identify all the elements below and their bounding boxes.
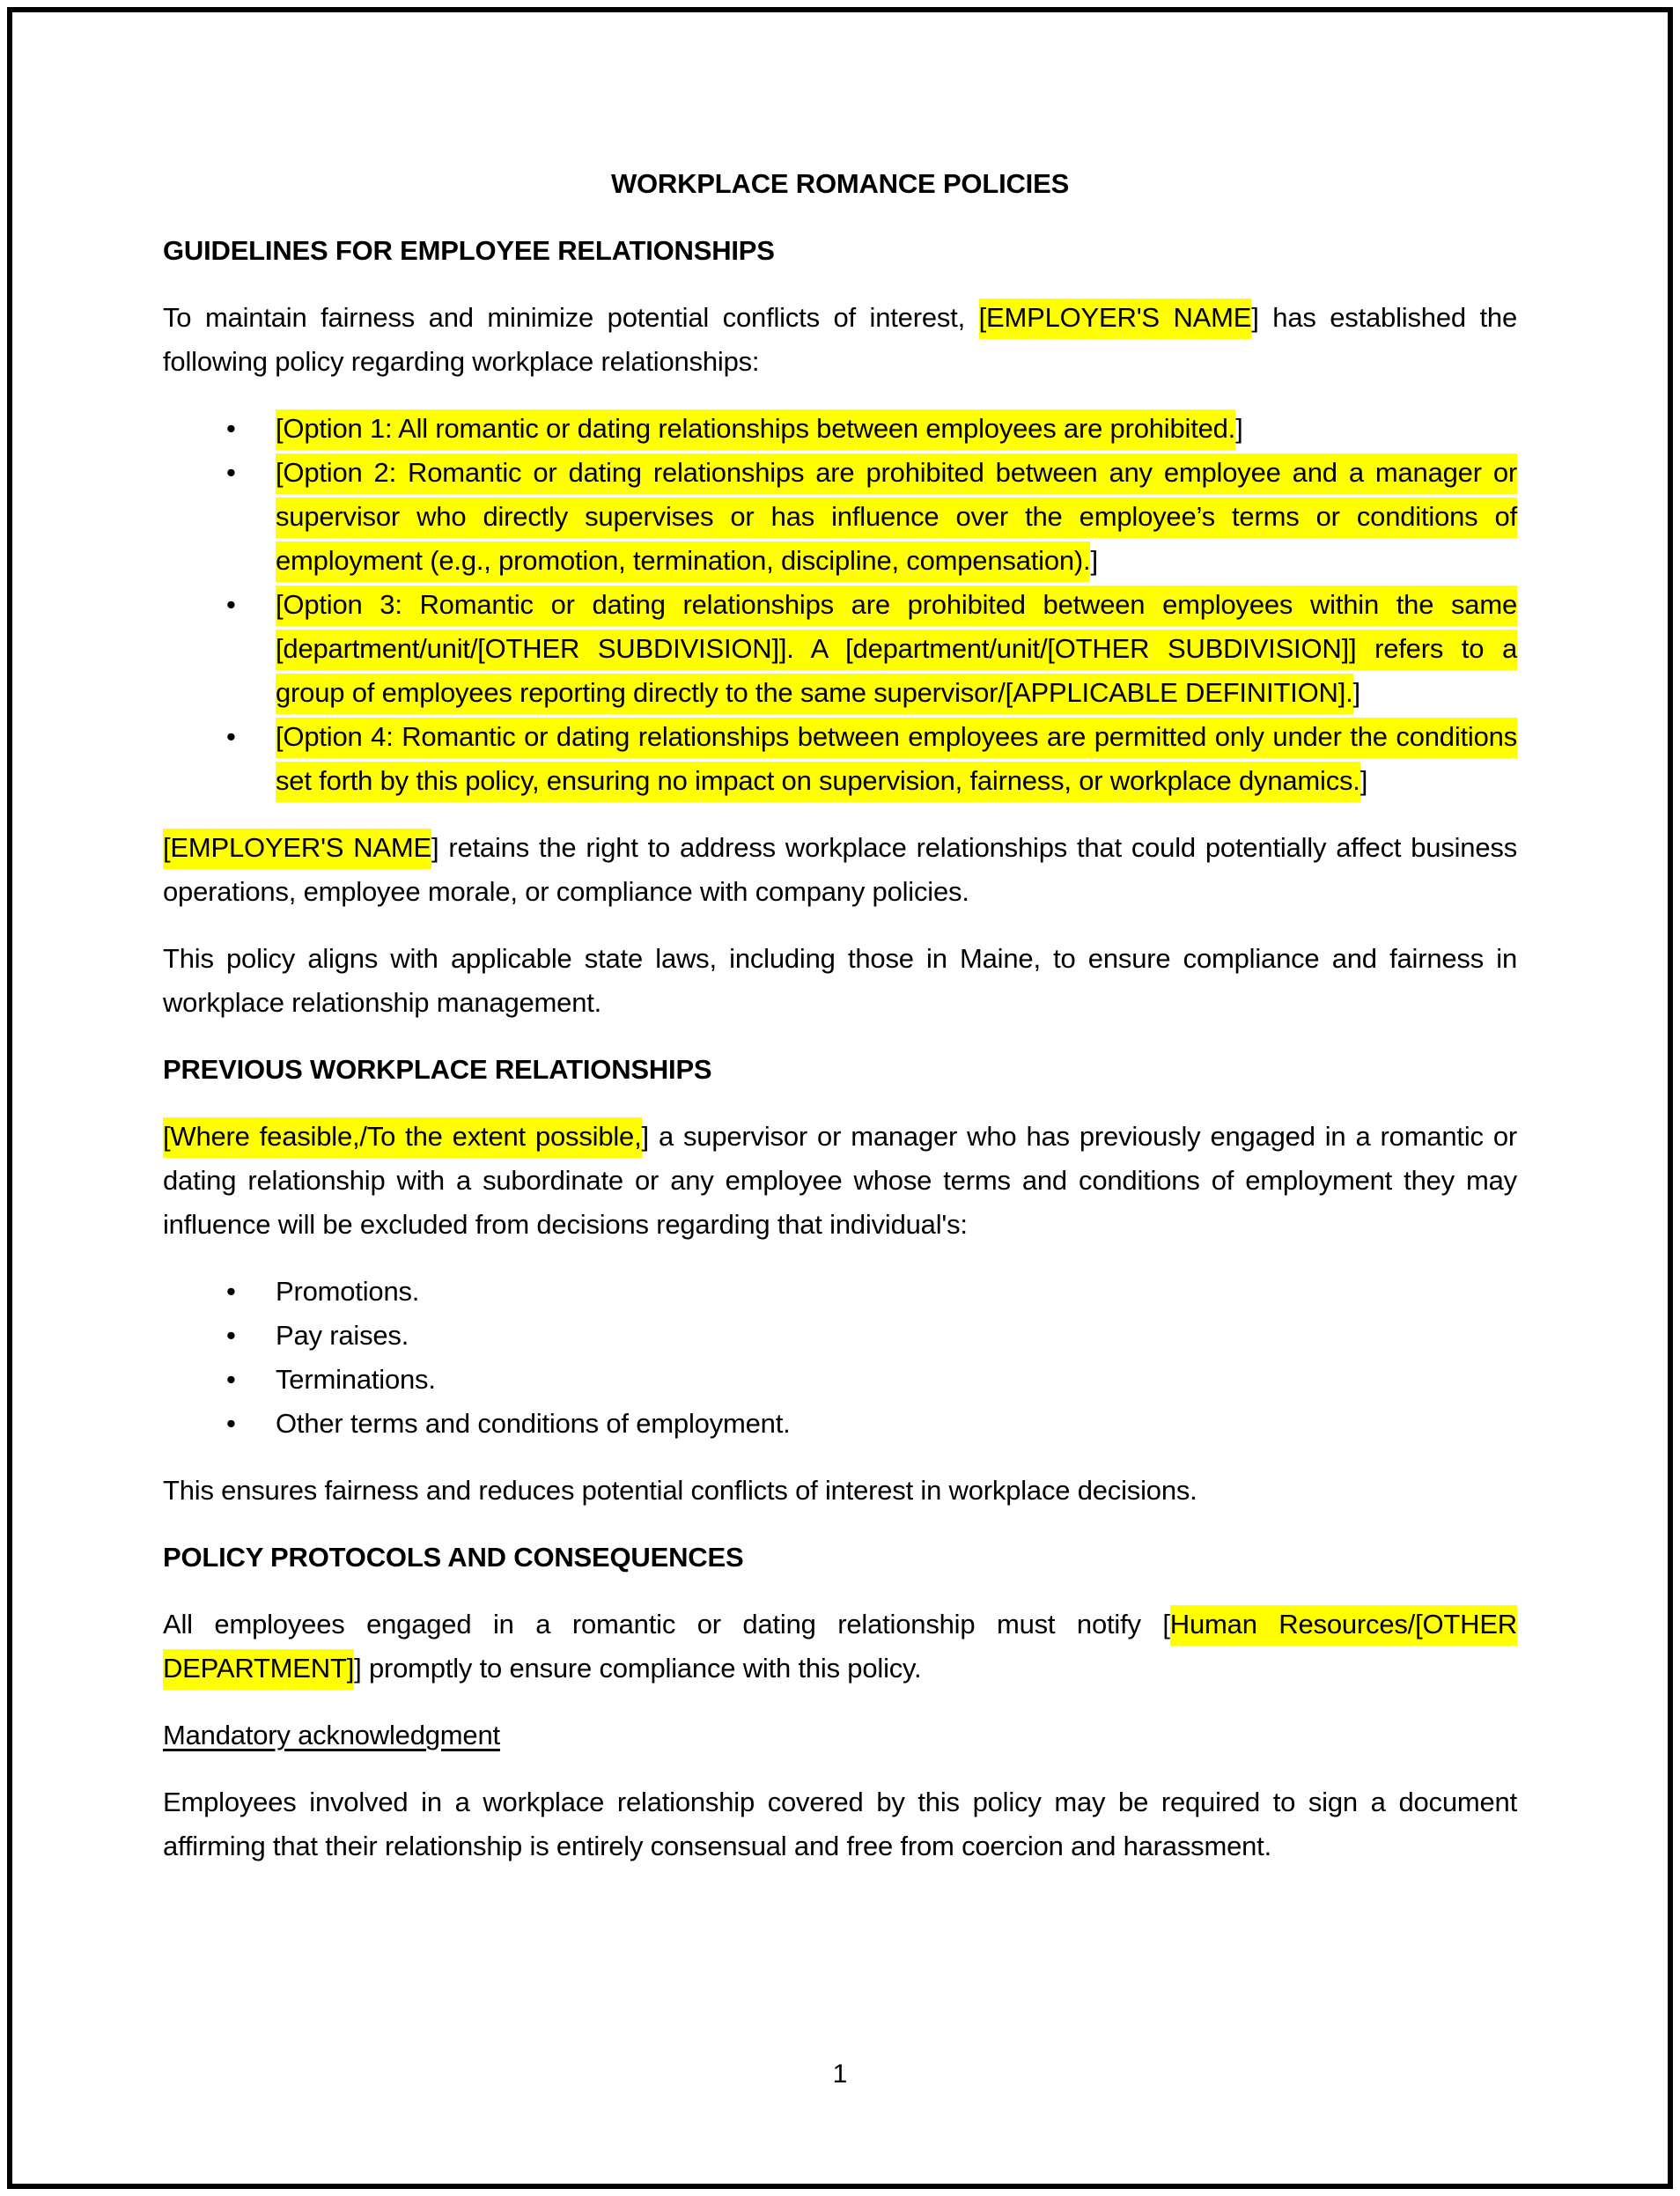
list-item-terminations: • Terminations.	[163, 1358, 1517, 1402]
highlighted-text-run: Human Resources/[OTHER DEPARTMENT]	[163, 1605, 1517, 1690]
options-list	[163, 407, 1517, 803]
paragraph-employer-retains	[163, 826, 1517, 914]
text-run: ]	[1235, 413, 1243, 444]
section-heading-previous-relationships: PREVIOUS WORKPLACE RELATIONSHIPS	[163, 1054, 712, 1085]
paragraph-where-feasible	[163, 1115, 1517, 1247]
text-run: ] promptly to ensure compliance with this policy.	[354, 1653, 922, 1684]
document-body	[163, 162, 1517, 1891]
section-heading-protocols: POLICY PROTOCOLS AND CONSEQUENCES	[163, 1542, 744, 1573]
text-run: ]	[1359, 765, 1368, 796]
highlighted-text-run: [EMPLOYER'S NAME	[163, 829, 431, 869]
text-run: ] has established the following policy regarding workplace relationships:	[163, 302, 1517, 377]
highlighted-text-run: [Option 2: Romantic or dating relationships are prohibited between any employee and a manager or supervisor who directly supervises or has influence over the employee’s terms or conditions of employment (e.g., promotion, termination, discipline, compensation).	[276, 453, 1517, 582]
exclusion-list	[163, 1270, 1517, 1446]
highlighted-text-run: [EMPLOYER'S NAME	[979, 298, 1252, 339]
text-run: To maintain fairness and minimize potential conflicts of interest,	[163, 302, 979, 333]
paragraph-state-laws: This policy aligns with applicable state laws, including those in Maine, to ensure compliance and fairness in workplace relationship management.	[163, 943, 1517, 1018]
subheading-mandatory-acknowledgment	[163, 1713, 1517, 1758]
paragraph-notify	[163, 1603, 1517, 1691]
highlighted-text-run: [Option 4: Romantic or dating relationships between employees are permitted only under the conditions set forth by this policy, ensuring no impact on supervision, fairness, or workplace dynamics.	[276, 718, 1517, 802]
list-item-option-4	[163, 715, 1517, 803]
section-heading-guidelines: GUIDELINES FOR EMPLOYEE RELATIONSHIPS	[163, 235, 775, 266]
text-run: ]	[1090, 545, 1098, 576]
list-item-pay-raises: • Pay raises.	[163, 1314, 1517, 1358]
list-item-other-terms: • Other terms and conditions of employment.	[163, 1402, 1517, 1446]
highlighted-text-run: [Option 3: Romantic or dating relationships are prohibited between employees within the same [department/unit/[OTHER SUBDIVISION]]. A [department/unit/[OTHER SUBDIVISION]] refers to a group of employees reporting directly to the same supervisor/[APPLICABLE DEFINITION].	[276, 586, 1517, 714]
paragraph-intro	[163, 296, 1517, 384]
text-run: ] a supervisor or manager who has previously engaged in a romantic or dating relationship with a subordinate or any employee whose terms and conditions of employment they may influence will be excluded from decisions regarding that individual's:	[163, 1121, 1518, 1240]
list-item-option-2	[163, 451, 1517, 583]
list-item-option-1	[163, 407, 1517, 451]
list-item-option-3	[163, 583, 1517, 715]
document-title: WORKPLACE ROMANCE POLICIES	[610, 168, 1070, 199]
text-run: ]	[1352, 677, 1360, 708]
list-item-promotions: • Promotions.	[163, 1270, 1517, 1314]
highlighted-text-run: [Option 1: All romantic or dating relationships between employees are prohibited.	[276, 409, 1235, 450]
highlighted-text-run: [Where feasible,/To the extent possible,	[163, 1117, 642, 1158]
paragraph-acknowledgment: Employees involved in a workplace relationship covered by this policy may be required to sign a document affirming that their relationship is entirely consensual and free from coercion and harassment.	[163, 1787, 1517, 1861]
mandatory-acknowledgment-label: Mandatory acknowledgment	[163, 1720, 500, 1750]
paragraph-fairness-closing: This ensures fairness and reduces potential conflicts of interest in workplace decisions.	[163, 1475, 1197, 1506]
text-run: All employees engaged in a romantic or dating relationship must notify [	[163, 1609, 1170, 1640]
text-run: ] retains the right to address workplace relationships that could potentially affect business operations, employee morale, or compliance with company policies.	[163, 832, 1517, 907]
page-number: 1	[832, 2060, 848, 2089]
